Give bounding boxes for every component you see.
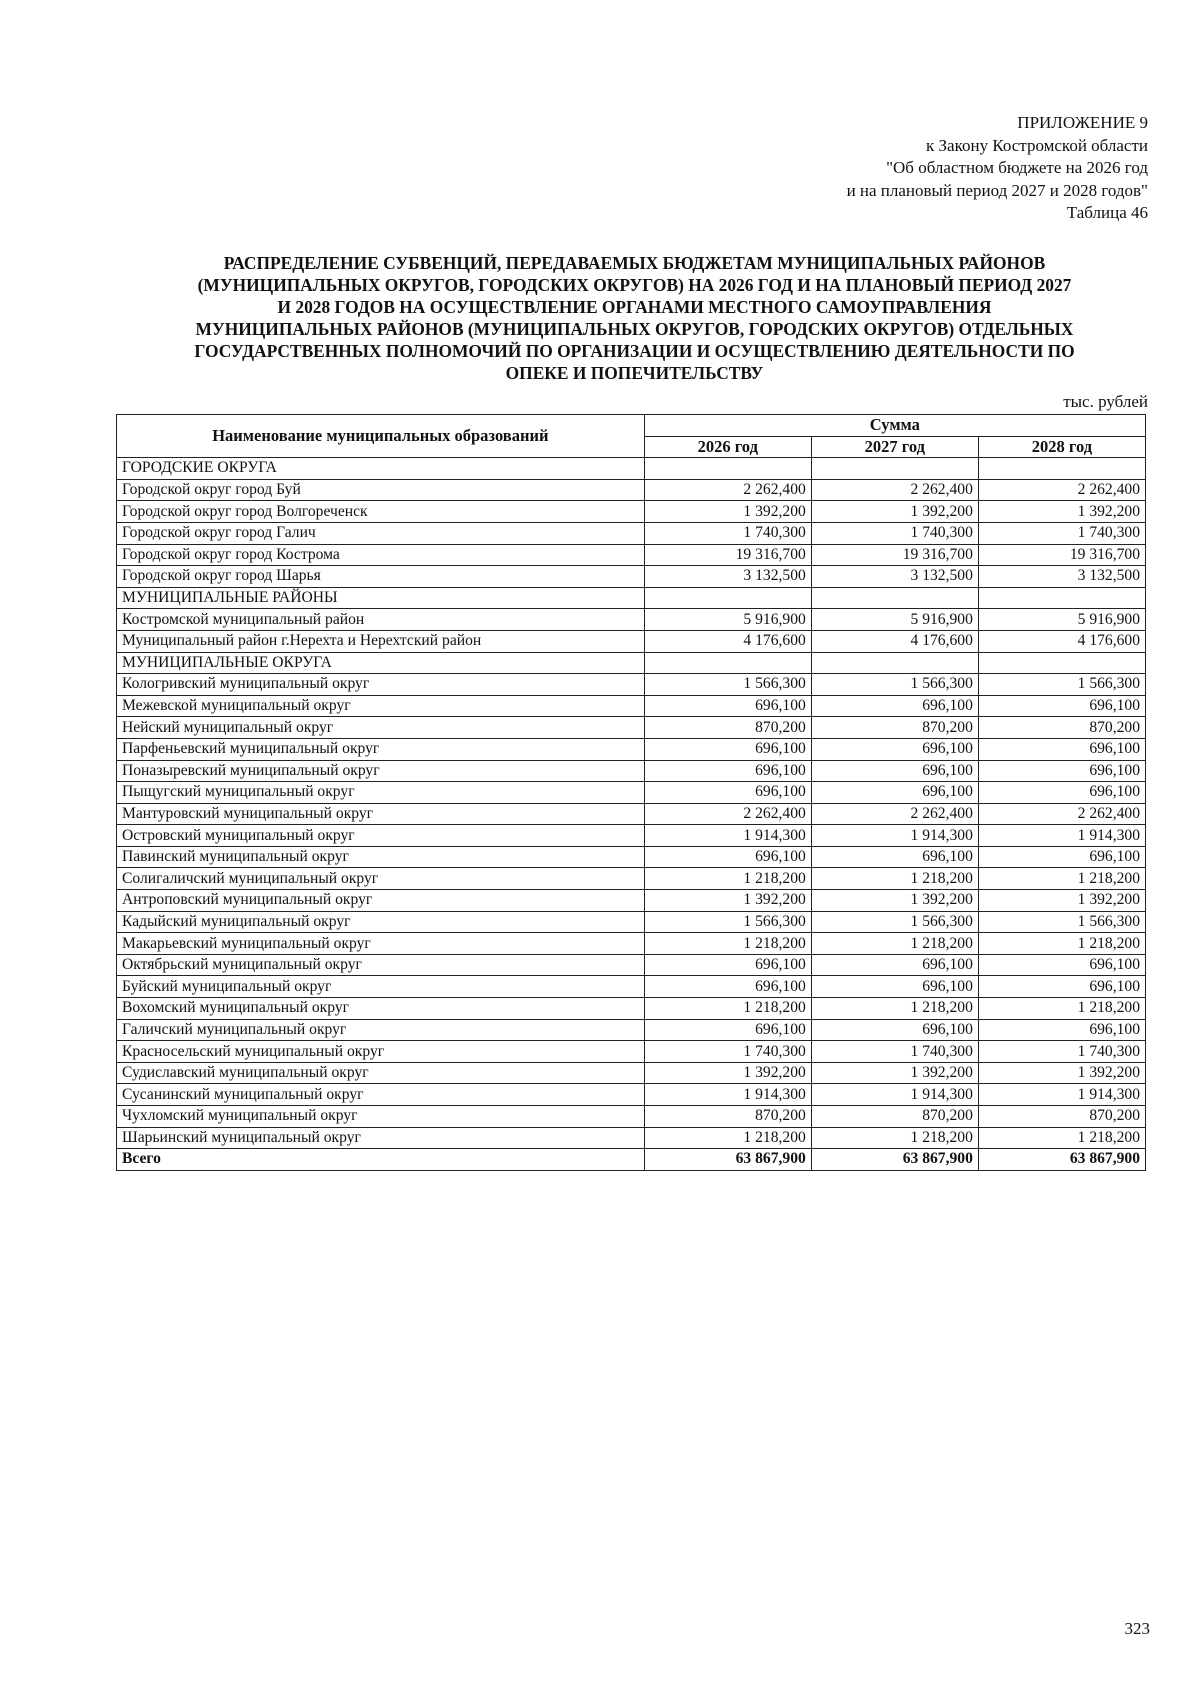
amount-cell: 1 392,200 bbox=[644, 890, 811, 912]
amount-cell: 696,100 bbox=[644, 1019, 811, 1041]
municipality-name: Нейский муниципальный округ bbox=[117, 717, 645, 739]
appendix-number: ПРИЛОЖЕНИЕ 9 bbox=[1017, 113, 1148, 132]
municipality-name: Вохомский муниципальный округ bbox=[117, 998, 645, 1020]
table-row bbox=[117, 544, 1146, 566]
law-title-line-1: "Об областном бюджете на 2026 год bbox=[886, 158, 1148, 177]
amount-cell: 1 218,200 bbox=[644, 868, 811, 890]
amount-cell: 4 176,600 bbox=[978, 630, 1145, 652]
table-row bbox=[117, 630, 1146, 652]
amount-cell: 696,100 bbox=[811, 760, 978, 782]
amount-cell: 1 218,200 bbox=[978, 933, 1145, 955]
amount-cell: 3 132,500 bbox=[811, 566, 978, 588]
amount-cell: 696,100 bbox=[978, 846, 1145, 868]
title-line: ОПЕКЕ И ПОПЕЧИТЕЛЬСТВУ bbox=[505, 363, 764, 383]
amount-cell: 1 392,200 bbox=[811, 501, 978, 523]
municipality-name: Шарьинский муниципальный округ bbox=[117, 1127, 645, 1149]
amount-cell: 696,100 bbox=[644, 760, 811, 782]
amount-cell: 1 218,200 bbox=[978, 868, 1145, 890]
municipality-name: Октябрьский муниципальный округ bbox=[117, 954, 645, 976]
amount-cell: 1 740,300 bbox=[644, 522, 811, 544]
amount-cell: 870,200 bbox=[978, 1106, 1145, 1128]
amount-cell: 1 392,200 bbox=[644, 1062, 811, 1084]
amount-cell: 696,100 bbox=[811, 738, 978, 760]
amount-cell: 1 914,300 bbox=[978, 825, 1145, 847]
table-row bbox=[117, 911, 1146, 933]
page-number: 323 bbox=[1124, 1619, 1150, 1638]
title-line: ГОСУДАРСТВЕННЫХ ПОЛНОМОЧИЙ ПО ОРГАНИЗАЦИИ И ОСУЩЕСТВЛЕНИЮ ДЕЯТЕЛЬНОСТИ ПО bbox=[194, 341, 1075, 361]
table-row bbox=[117, 609, 1146, 631]
amount-cell: 696,100 bbox=[978, 1019, 1145, 1041]
municipality-name: Костромской муниципальный район bbox=[117, 609, 645, 631]
amount-cell: 1 218,200 bbox=[811, 998, 978, 1020]
table-row bbox=[117, 566, 1146, 588]
table-row bbox=[117, 868, 1146, 890]
municipality-name: Городской округ город Буй bbox=[117, 479, 645, 501]
amount-cell: 19 316,700 bbox=[644, 544, 811, 566]
amount-cell: 1 392,200 bbox=[811, 1062, 978, 1084]
amount-cell: 696,100 bbox=[978, 760, 1145, 782]
amount-cell: 19 316,700 bbox=[978, 544, 1145, 566]
total-amount: 63 867,900 bbox=[811, 1149, 978, 1171]
table-row bbox=[117, 695, 1146, 717]
title-line: МУНИЦИПАЛЬНЫХ РАЙОНОВ (МУНИЦИПАЛЬНЫХ ОКРУГОВ, ГОРОДСКИХ ОКРУГОВ) ОТДЕЛЬНЫХ bbox=[195, 319, 1074, 339]
table-row bbox=[117, 479, 1146, 501]
table-row bbox=[117, 1019, 1146, 1041]
amount-cell: 1 914,300 bbox=[644, 1084, 811, 1106]
table-row bbox=[117, 782, 1146, 804]
municipality-name: Островский муниципальный округ bbox=[117, 825, 645, 847]
amount-cell: 1 566,300 bbox=[644, 911, 811, 933]
municipality-name: Межевской муниципальный округ bbox=[117, 695, 645, 717]
table-row bbox=[117, 933, 1146, 955]
amount-cell bbox=[978, 652, 1145, 674]
amount-cell: 2 262,400 bbox=[811, 803, 978, 825]
amount-cell: 2 262,400 bbox=[978, 803, 1145, 825]
amount-cell: 870,200 bbox=[978, 717, 1145, 739]
amount-cell: 1 218,200 bbox=[811, 868, 978, 890]
municipality-name: Парфеньевский муниципальный округ bbox=[117, 738, 645, 760]
amount-cell: 2 262,400 bbox=[811, 479, 978, 501]
amount-cell: 696,100 bbox=[978, 738, 1145, 760]
amount-cell: 3 132,500 bbox=[978, 566, 1145, 588]
amount-cell: 1 218,200 bbox=[978, 998, 1145, 1020]
law-title-line-2: и на плановый период 2027 и 2028 годов" bbox=[846, 180, 1148, 200]
amount-cell: 1 914,300 bbox=[811, 1084, 978, 1106]
title-line: И 2028 ГОДОВ НА ОСУЩЕСТВЛЕНИЕ ОРГАНАМИ МЕСТНОГО САМОУПРАВЛЕНИЯ bbox=[277, 297, 992, 317]
amount-cell: 696,100 bbox=[811, 1019, 978, 1041]
amount-cell: 1 392,200 bbox=[978, 890, 1145, 912]
amount-cell: 1 218,200 bbox=[978, 1127, 1145, 1149]
amount-cell: 1 392,200 bbox=[978, 501, 1145, 523]
table-row bbox=[117, 976, 1146, 998]
column-header-year: 2028 год bbox=[978, 436, 1145, 458]
table-row bbox=[117, 803, 1146, 825]
amount-cell: 696,100 bbox=[644, 738, 811, 760]
amount-cell: 696,100 bbox=[644, 954, 811, 976]
table-row bbox=[117, 1127, 1146, 1149]
amount-cell: 870,200 bbox=[811, 1106, 978, 1128]
amount-cell: 696,100 bbox=[811, 695, 978, 717]
amount-cell: 1 218,200 bbox=[644, 933, 811, 955]
amount-cell: 2 262,400 bbox=[644, 803, 811, 825]
table-row bbox=[117, 522, 1146, 544]
table-row bbox=[117, 1084, 1146, 1106]
amount-cell bbox=[811, 587, 978, 609]
units-label: тыс. рублей bbox=[1063, 392, 1148, 411]
amount-cell: 696,100 bbox=[811, 782, 978, 804]
amount-cell: 696,100 bbox=[978, 976, 1145, 998]
amount-cell: 4 176,600 bbox=[644, 630, 811, 652]
municipality-name: Поназыревский муниципальный округ bbox=[117, 760, 645, 782]
column-header-name: Наименование муниципальных образований bbox=[117, 415, 645, 458]
amount-cell bbox=[644, 587, 811, 609]
amount-cell: 2 262,400 bbox=[644, 479, 811, 501]
amount-cell: 1 392,200 bbox=[811, 890, 978, 912]
table-row bbox=[117, 1062, 1146, 1084]
total-row bbox=[117, 1149, 1146, 1171]
table-row bbox=[117, 954, 1146, 976]
amount-cell bbox=[811, 458, 978, 480]
table-row bbox=[117, 825, 1146, 847]
amount-cell bbox=[811, 652, 978, 674]
table-row bbox=[117, 738, 1146, 760]
amount-cell: 1 218,200 bbox=[644, 998, 811, 1020]
amount-cell: 19 316,700 bbox=[811, 544, 978, 566]
amount-cell: 4 176,600 bbox=[811, 630, 978, 652]
section-label: ГОРОДСКИЕ ОКРУГА bbox=[117, 458, 645, 480]
section-row bbox=[117, 587, 1146, 609]
amount-cell: 696,100 bbox=[811, 846, 978, 868]
municipality-name: Городской округ город Волгореченск bbox=[117, 501, 645, 523]
amount-cell: 1 392,200 bbox=[644, 501, 811, 523]
municipality-name: Павинский муниципальный округ bbox=[117, 846, 645, 868]
table-body bbox=[117, 458, 1146, 1171]
amount-cell: 3 132,500 bbox=[644, 566, 811, 588]
amount-cell: 5 916,900 bbox=[978, 609, 1145, 631]
total-amount: 63 867,900 bbox=[644, 1149, 811, 1171]
amount-cell: 1 740,300 bbox=[644, 1041, 811, 1063]
amount-cell: 696,100 bbox=[978, 782, 1145, 804]
amount-cell: 1 218,200 bbox=[811, 1127, 978, 1149]
municipality-name: Галичский муниципальный округ bbox=[117, 1019, 645, 1041]
table-row bbox=[117, 1041, 1146, 1063]
amount-cell: 2 262,400 bbox=[978, 479, 1145, 501]
amount-cell: 1 566,300 bbox=[978, 674, 1145, 696]
amount-cell: 696,100 bbox=[644, 695, 811, 717]
table-row bbox=[117, 760, 1146, 782]
amount-cell bbox=[644, 652, 811, 674]
municipality-name: Кадыйский муниципальный округ bbox=[117, 911, 645, 933]
municipality-name: Чухломский муниципальный округ bbox=[117, 1106, 645, 1128]
amount-cell: 1 218,200 bbox=[644, 1127, 811, 1149]
municipality-name: Муниципальный район г.Нерехта и Нерехтский район bbox=[117, 630, 645, 652]
municipality-name: Мантуровский муниципальный округ bbox=[117, 803, 645, 825]
amount-cell: 696,100 bbox=[978, 695, 1145, 717]
column-header-sum: Сумма bbox=[644, 415, 1145, 437]
table-row bbox=[117, 1106, 1146, 1128]
amount-cell: 696,100 bbox=[811, 954, 978, 976]
amount-cell: 696,100 bbox=[644, 846, 811, 868]
municipality-name: Кологривский муниципальный округ bbox=[117, 674, 645, 696]
amount-cell: 696,100 bbox=[978, 954, 1145, 976]
amount-cell: 1 740,300 bbox=[811, 1041, 978, 1063]
appendix-header bbox=[847, 112, 1148, 225]
municipality-name: Буйский муниципальный округ bbox=[117, 976, 645, 998]
title-line: (МУНИЦИПАЛЬНЫХ ОКРУГОВ, ГОРОДСКИХ ОКРУГОВ) НА 2026 ГОД И НА ПЛАНОВЫЙ ПЕРИОД 2027 bbox=[197, 275, 1072, 295]
amount-cell: 5 916,900 bbox=[644, 609, 811, 631]
table-row bbox=[117, 846, 1146, 868]
municipality-name: Пыщугский муниципальный округ bbox=[117, 782, 645, 804]
column-header-year: 2026 год bbox=[644, 436, 811, 458]
amount-cell: 1 218,200 bbox=[811, 933, 978, 955]
municipality-name: Городской округ город Шарья bbox=[117, 566, 645, 588]
municipality-name: Сусанинский муниципальный округ bbox=[117, 1084, 645, 1106]
municipality-name: Макарьевский муниципальный округ bbox=[117, 933, 645, 955]
table-number: Таблица 46 bbox=[1066, 203, 1148, 222]
municipality-name: Солигаличский муниципальный округ bbox=[117, 868, 645, 890]
municipality-name: Антроповский муниципальный округ bbox=[117, 890, 645, 912]
amount-cell: 1 914,300 bbox=[811, 825, 978, 847]
total-amount: 63 867,900 bbox=[978, 1149, 1145, 1171]
amount-cell: 1 914,300 bbox=[644, 825, 811, 847]
municipality-name: Красносельский муниципальный округ bbox=[117, 1041, 645, 1063]
amount-cell: 1 740,300 bbox=[811, 522, 978, 544]
amount-cell: 870,200 bbox=[811, 717, 978, 739]
amount-cell: 1 914,300 bbox=[978, 1084, 1145, 1106]
amount-cell: 870,200 bbox=[644, 717, 811, 739]
amount-cell: 1 566,300 bbox=[978, 911, 1145, 933]
amount-cell: 696,100 bbox=[644, 782, 811, 804]
amount-cell: 5 916,900 bbox=[811, 609, 978, 631]
municipality-name: Судиславский муниципальный округ bbox=[117, 1062, 645, 1084]
amount-cell: 1 740,300 bbox=[978, 522, 1145, 544]
table-row bbox=[117, 890, 1146, 912]
amount-cell: 696,100 bbox=[811, 976, 978, 998]
amount-cell bbox=[644, 458, 811, 480]
table-row bbox=[117, 998, 1146, 1020]
amount-cell bbox=[978, 458, 1145, 480]
section-label: МУНИЦИПАЛЬНЫЕ ОКРУГА bbox=[117, 652, 645, 674]
column-header-year: 2027 год bbox=[811, 436, 978, 458]
amount-cell: 1 566,300 bbox=[811, 911, 978, 933]
section-row bbox=[117, 652, 1146, 674]
document-title bbox=[112, 252, 1157, 384]
total-label: Всего bbox=[117, 1149, 645, 1171]
municipality-name: Городской округ город Кострома bbox=[117, 544, 645, 566]
section-row bbox=[117, 458, 1146, 480]
amount-cell: 696,100 bbox=[644, 976, 811, 998]
title-line: РАСПРЕДЕЛЕНИЕ СУБВЕНЦИЙ, ПЕРЕДАВАЕМЫХ БЮДЖЕТАМ МУНИЦИПАЛЬНЫХ РАЙОНОВ bbox=[223, 253, 1046, 273]
municipality-name: Городской округ город Галич bbox=[117, 522, 645, 544]
law-reference: к Закону Костромской области bbox=[926, 135, 1148, 155]
table-row bbox=[117, 674, 1146, 696]
amount-cell: 1 392,200 bbox=[978, 1062, 1145, 1084]
amount-cell bbox=[978, 587, 1145, 609]
amount-cell: 870,200 bbox=[644, 1106, 811, 1128]
amount-cell: 1 566,300 bbox=[644, 674, 811, 696]
amount-cell: 1 566,300 bbox=[811, 674, 978, 696]
section-label: МУНИЦИПАЛЬНЫЕ РАЙОНЫ bbox=[117, 587, 645, 609]
table-row bbox=[117, 501, 1146, 523]
table-row bbox=[117, 717, 1146, 739]
subvention-table bbox=[116, 414, 1146, 1171]
amount-cell: 1 740,300 bbox=[978, 1041, 1145, 1063]
